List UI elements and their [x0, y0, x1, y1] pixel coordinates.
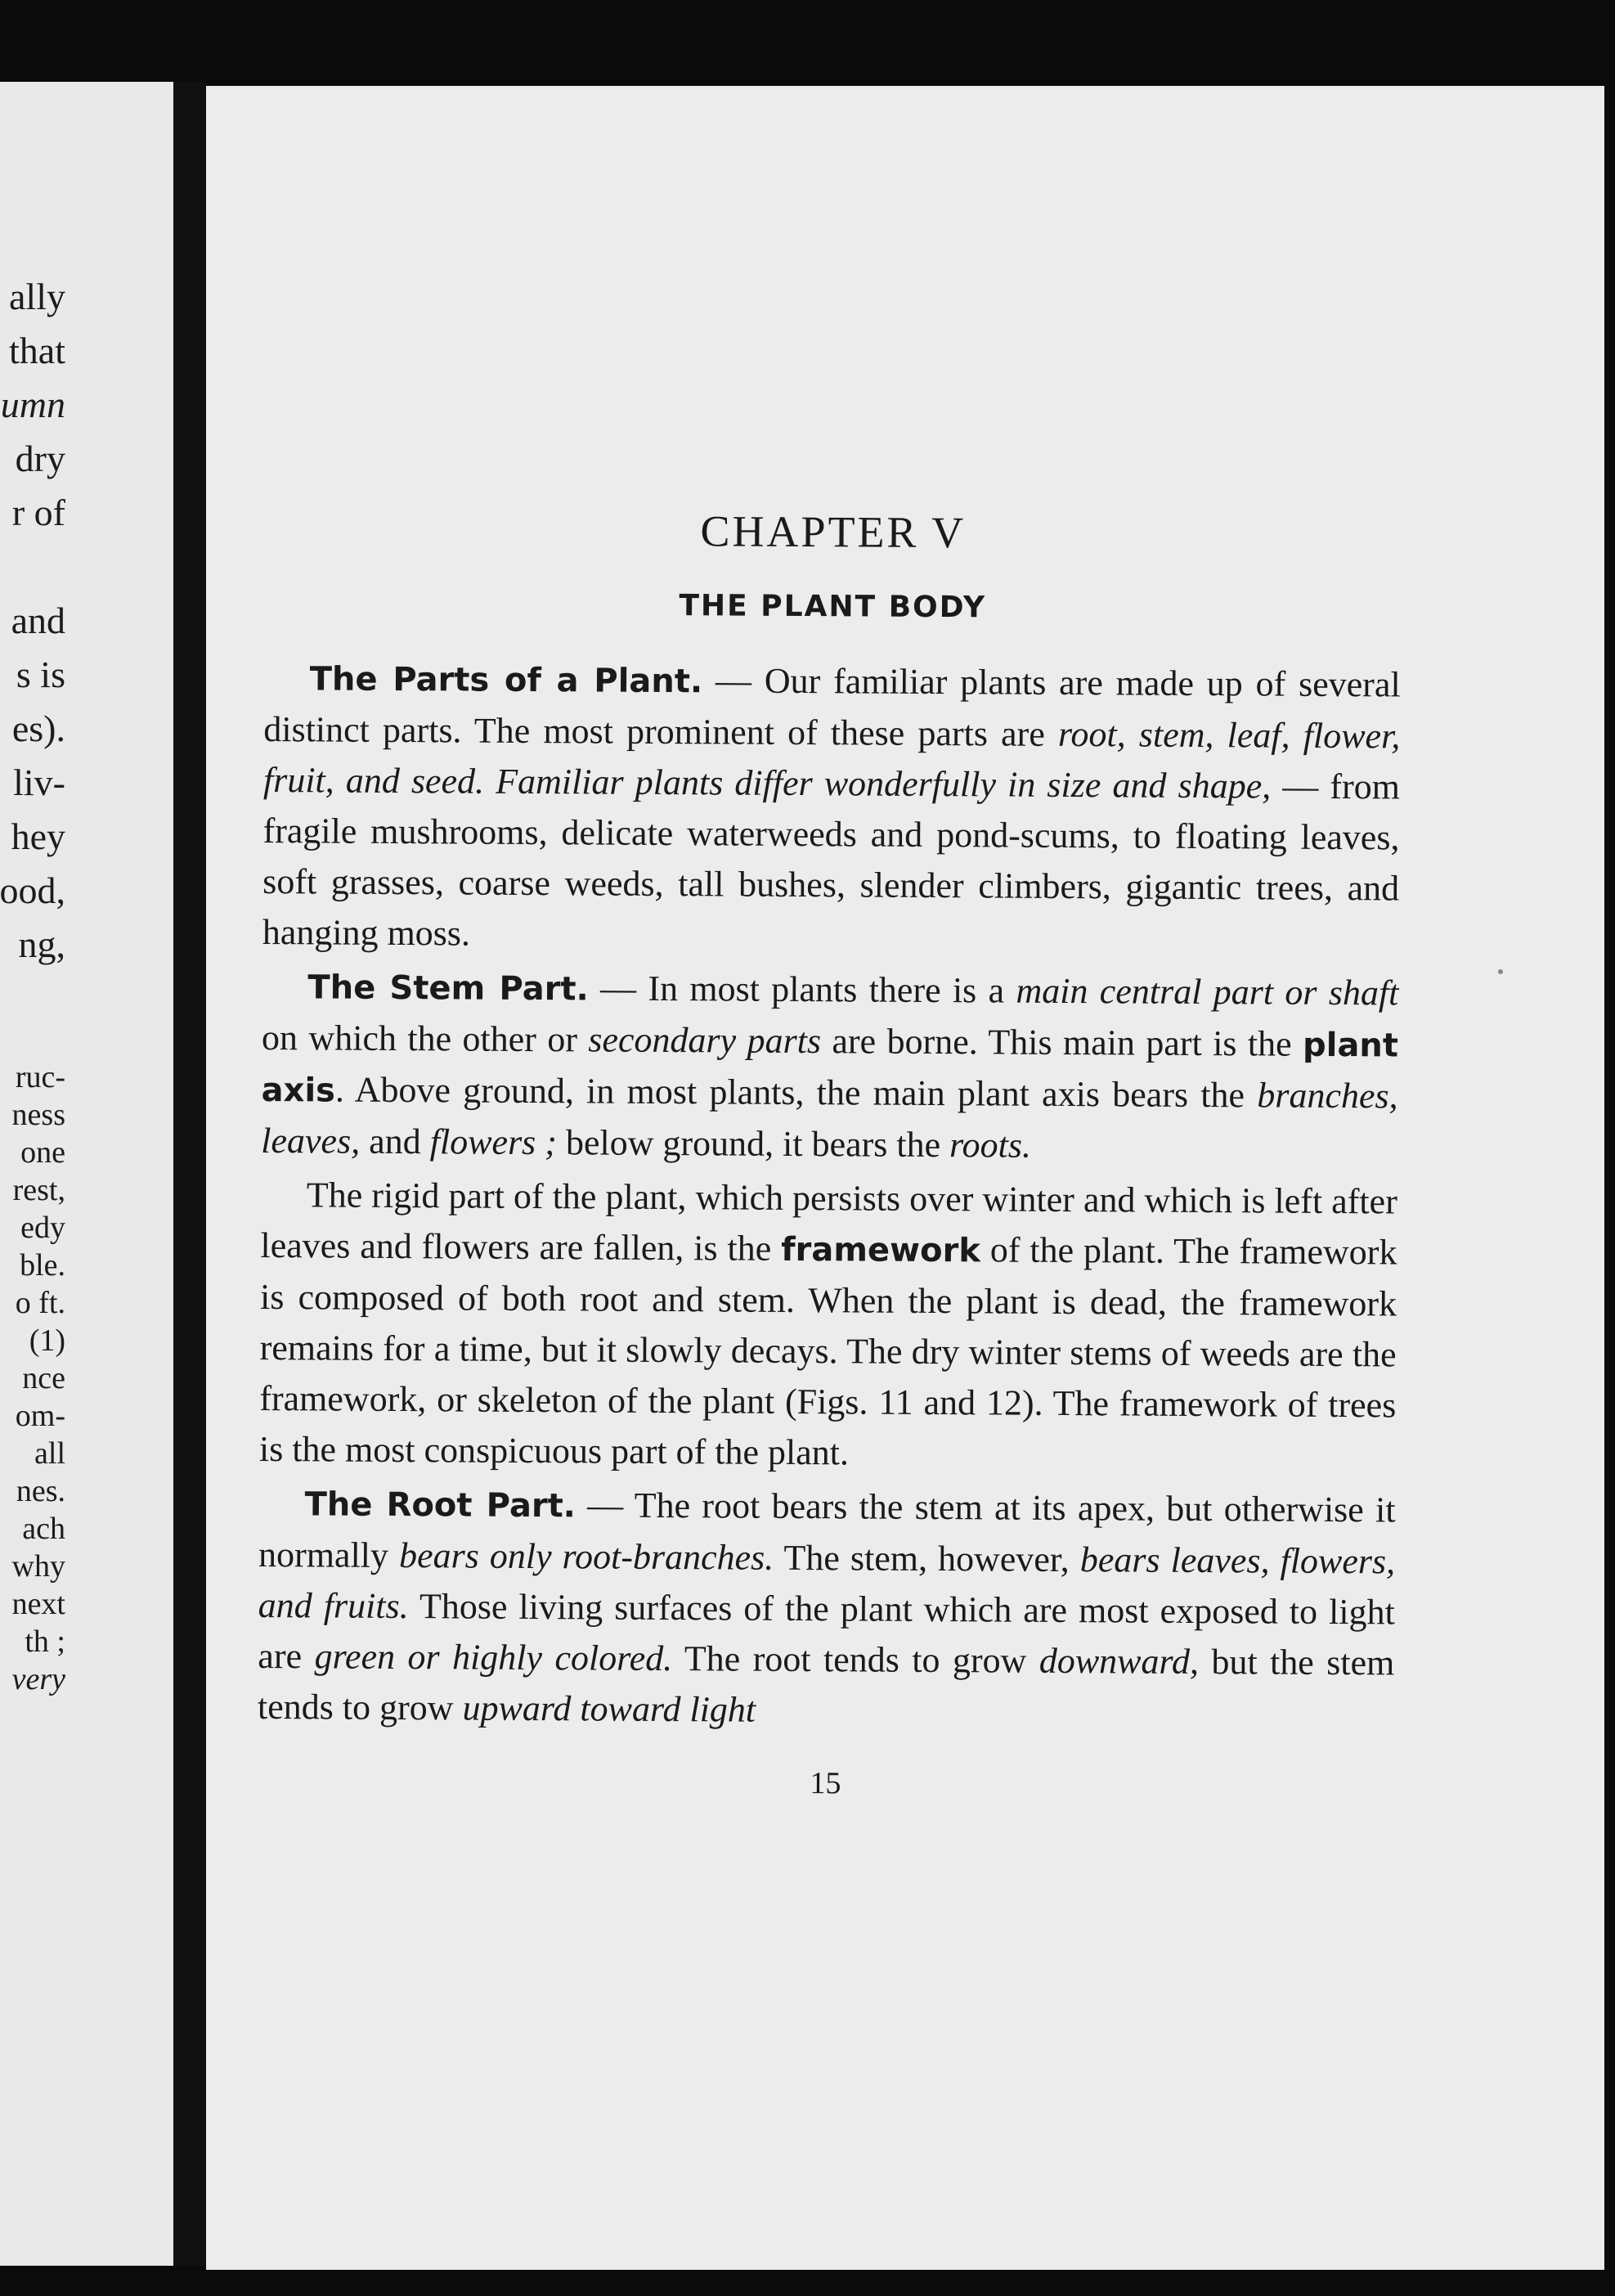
- emphasis-text: bears leaves, flowers, and fruits.: [258, 1539, 1396, 1627]
- left-fragment: all: [34, 1436, 65, 1471]
- paragraph-text: and: [360, 1121, 430, 1162]
- emphasis-text: bears only root-branches.: [398, 1535, 774, 1578]
- left-fragment: (1): [29, 1323, 65, 1358]
- chapter-heading: CHAPTER V: [700, 506, 967, 558]
- paragraph-text: The stem, however,: [774, 1537, 1080, 1580]
- left-fragment: ood,: [0, 869, 65, 911]
- left-fragment: very: [11, 1662, 65, 1696]
- paper-speck: [1498, 969, 1503, 974]
- left-fragment: and: [11, 600, 65, 641]
- left-fragment: th ;: [25, 1624, 65, 1659]
- left-fragment: next: [11, 1587, 65, 1621]
- left-fragment: nes.: [16, 1474, 65, 1508]
- paragraph-text: The root tends to grow: [672, 1638, 1039, 1681]
- paragraph-root-part: [258, 1478, 1396, 1739]
- left-fragment: umn: [0, 384, 65, 425]
- left-fragment: liv-: [13, 762, 65, 803]
- left-fragment: nce: [22, 1361, 65, 1395]
- paragraph-text: are borne. This main part is the: [820, 1021, 1303, 1064]
- left-fragment: ally: [9, 276, 65, 317]
- left-fragment: es).: [11, 708, 65, 749]
- bold-term: plant axis: [261, 1026, 1399, 1110]
- left-fragment: that: [9, 330, 65, 371]
- left-fragment: hey: [11, 816, 65, 857]
- paragraph-stem-part: [261, 961, 1399, 1173]
- emphasis-text: root, stem, leaf, flower, fruit, and seed. Familiar plants differ wonderfully in size and shape,: [262, 713, 1401, 807]
- left-fragment: dry: [15, 438, 65, 479]
- section-title: THE PLANT BODY: [679, 589, 987, 625]
- emphasis-text: main central part or shaft: [1016, 970, 1399, 1013]
- paragraph-text: but the stem tends to grow: [257, 1642, 1395, 1728]
- left-fragment: om-: [15, 1399, 65, 1433]
- paragraph-text: — from fragile mushrooms, delicate waterweeds and pond-scums, to floating leaves, soft grasses, coarse weeds, tall bushes, slender climbers, gigantic trees, and hanging moss.: [262, 766, 1401, 954]
- left-page-edge: [0, 82, 173, 2266]
- left-fragment: ruc-: [15, 1060, 65, 1094]
- paragraph-text: — In most plants there is a: [588, 968, 1016, 1011]
- emphasis-text: roots.: [949, 1125, 1032, 1166]
- page-number: 15: [810, 1766, 841, 1801]
- paragraph-text: The rigid part of the plant, which persists over winter and which is left after leaves and flowers are fallen, is the: [260, 1175, 1397, 1269]
- paragraph-heading: The Root Part.: [304, 1485, 576, 1525]
- emphasis-text: green or highly colored.: [314, 1636, 673, 1679]
- paragraph-heading: The Parts of a Plant.: [309, 660, 703, 701]
- paragraph-heading: The Stem Part.: [307, 968, 589, 1009]
- paragraph-text: . Above ground, in most plants, the main plant axis bears the: [334, 1069, 1258, 1116]
- left-fragment: o ft.: [15, 1286, 65, 1320]
- left-fragment: edy: [20, 1211, 65, 1245]
- paragraph-text: below ground, it bears the: [556, 1122, 950, 1166]
- paragraph-text: on which the other or: [261, 1017, 589, 1060]
- emphasis-text: flowers ;: [429, 1121, 558, 1163]
- paragraph-text: Those living surfaces of the plant which are most exposed to light are: [258, 1586, 1395, 1677]
- left-fragment: rest,: [12, 1173, 65, 1207]
- page-content: [257, 503, 1402, 1804]
- left-fragment: s is: [16, 654, 65, 695]
- paragraph-parts-of-plant: [262, 653, 1401, 964]
- emphasis-text: downward,: [1039, 1640, 1200, 1683]
- paragraph-text: — The root bears the stem at its apex, but otherwise it normally: [258, 1485, 1396, 1576]
- left-page-text-fragments: [0, 82, 173, 2266]
- left-fragment: ble.: [20, 1248, 65, 1283]
- left-fragment: ach: [22, 1512, 65, 1546]
- emphasis-text: secondary parts: [588, 1019, 822, 1062]
- bold-term: framework: [781, 1230, 981, 1270]
- paragraph-text: of the plant. The framework is composed of both root and stem. When the plant is dead, the framework remains for a time, but it slowly decays. The dry winter stems of weeds are the framework, or skeleton of the plant (Figs. 11 and 12). The framework of trees is the most conspicuous part of the plant.: [258, 1229, 1397, 1473]
- left-fragment: ness: [11, 1098, 65, 1132]
- book-page: [206, 86, 1604, 2270]
- emphasis-text: upward toward light: [462, 1687, 756, 1730]
- left-fragment: one: [20, 1135, 65, 1170]
- left-fragment: why: [11, 1549, 65, 1584]
- book-gutter: [173, 82, 206, 2266]
- paragraph-text: — Our familiar plants are made up of several distinct parts. The most prominent of these parts are: [263, 660, 1401, 754]
- left-fragment: r of: [11, 492, 65, 533]
- paragraph-framework: [259, 1170, 1397, 1481]
- emphasis-text: branches, leaves,: [261, 1075, 1398, 1161]
- left-fragment: ng,: [18, 923, 65, 965]
